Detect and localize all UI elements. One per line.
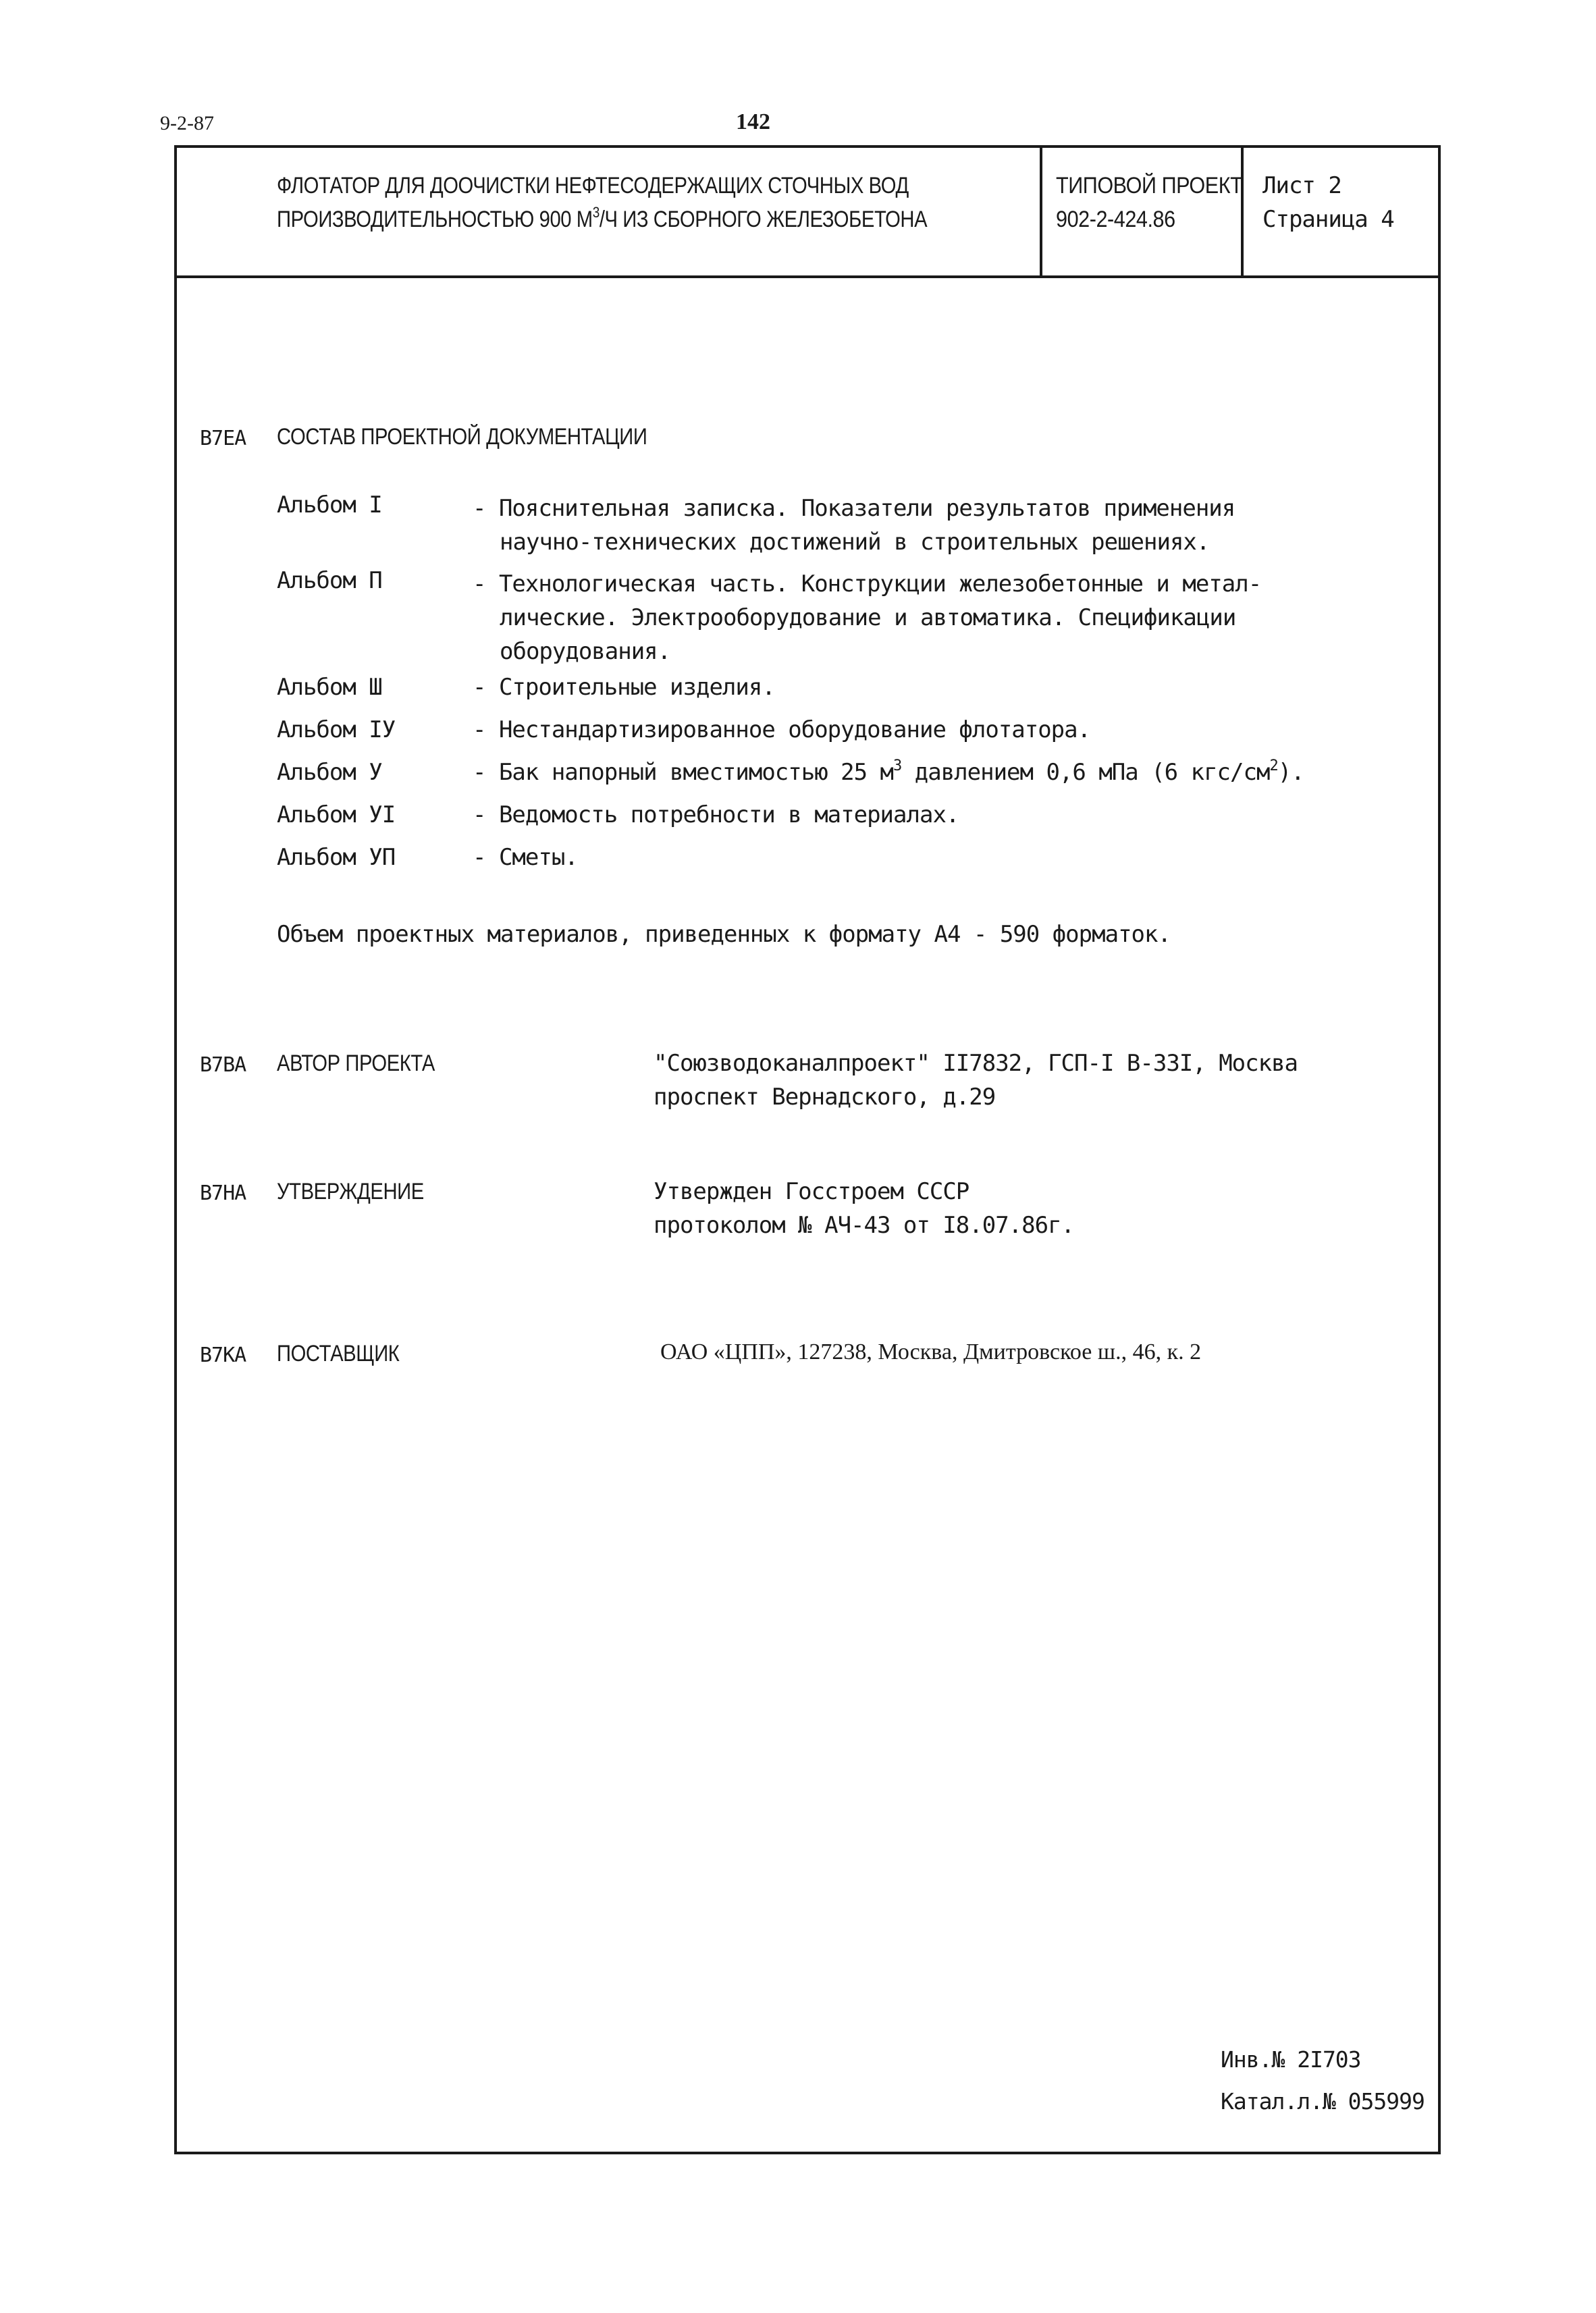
album-name: Альбом УП: [277, 844, 396, 871]
album-description: [473, 567, 1261, 668]
sheet-block: [1262, 169, 1394, 236]
sheet-number: Лист 2: [1262, 172, 1341, 199]
author-label: АВТОР ПРОЕКТА: [277, 1051, 435, 1076]
author-line-1: "Союзводоканалпроект" II7832, ГСП-I В-33I, Москва: [654, 1050, 1298, 1077]
album-name: Альбом I: [277, 491, 382, 519]
album-description: - Сметы.: [473, 844, 578, 871]
inventory-number: Инв.№ 2I703: [1221, 2046, 1361, 2073]
album-name: Альбом IУ: [277, 716, 396, 743]
author-details: [654, 1046, 1298, 1114]
album-name: Альбом У: [277, 759, 382, 786]
stamp-divider: [174, 275, 1441, 278]
approval-line-2: протоколом № АЧ-43 от I8.07.86г.: [654, 1212, 1075, 1239]
supplier-code: В7КА: [200, 1344, 246, 1367]
project-label: ТИПОВОЙ ПРОЕКТ: [1056, 173, 1243, 198]
album-name: Альбом П: [277, 567, 382, 594]
stamp-title-line-2: ПРОИЗВОДИТЕЛЬНОСТЬЮ 900 $М^3/Ч$ ИЗ СБОРНОГО ЖЕЛЕЗОБЕТОНА: [277, 204, 928, 232]
author-code: В7ВА: [200, 1053, 246, 1077]
section-code: В7ЕА: [200, 427, 246, 450]
album-description-line: оборудования.: [500, 638, 671, 665]
approval-code: В7НА: [200, 1181, 246, 1205]
stamp-title: [277, 169, 927, 236]
album-description: - Бак напорный вместимостью 25 $м^3$ давлением 0,6 мПа (6 кгс/$см^2$).: [473, 757, 1304, 786]
project-block: [1056, 169, 1242, 236]
author-line-2: проспект Вернадского, д.29: [654, 1084, 996, 1111]
sheet-page: Страница 4: [1262, 206, 1394, 233]
section-heading: СОСТАВ ПРОЕКТНОЙ ДОКУМЕНТАЦИИ: [277, 424, 647, 450]
page-number: 142: [736, 109, 770, 134]
stamp-title-line-1: ФЛОТАТОР ДЛЯ ДООЧИСТКИ НЕФТЕСОДЕРЖАЩИХ СТОЧНЫХ ВОД: [277, 173, 909, 198]
supplier-details: ОАО «ЦПП», 127238, Москва, Дмитровское ш., 46, к. 2: [660, 1339, 1202, 1364]
album-name: Альбом Ш: [277, 674, 382, 701]
album-description: - Ведомость потребности в материалах.: [473, 801, 959, 828]
album-description: [473, 491, 1235, 559]
supplier-label: ПОСТАВЩИК: [277, 1341, 400, 1366]
album-description-line: лические. Электрооборудование и автоматика. Спецификации: [500, 604, 1236, 631]
volume-note: Объем проектных материалов, приведенных к формату А4 - 590 форматок.: [277, 921, 1171, 948]
series-number: 9-2-87: [160, 112, 214, 134]
stamp-column-divider-1: [1040, 145, 1042, 277]
album-description-line: - Технологическая часть. Конструкции железобетонные и метал-: [473, 570, 1262, 597]
footer-block: [1221, 2039, 1425, 2123]
approval-line-1: Утвержден Госстроем СССР: [654, 1178, 969, 1205]
album-name: Альбом УI: [277, 801, 396, 828]
approval-label: УТВЕРЖДЕНИЕ: [277, 1179, 424, 1204]
approval-details: [654, 1175, 1074, 1242]
catalog-number: Катал.л.№ 055999: [1221, 2088, 1425, 2115]
project-number: 902-2-424.86: [1056, 207, 1175, 232]
album-description: - Строительные изделия.: [473, 674, 775, 701]
album-description: - Нестандартизированное оборудование флотатора.: [473, 716, 1091, 743]
album-description-line: - Пояснительная записка. Показатели результатов применения: [473, 495, 1235, 522]
album-description-line: научно-технических достижений в строительных решениях.: [500, 529, 1210, 556]
